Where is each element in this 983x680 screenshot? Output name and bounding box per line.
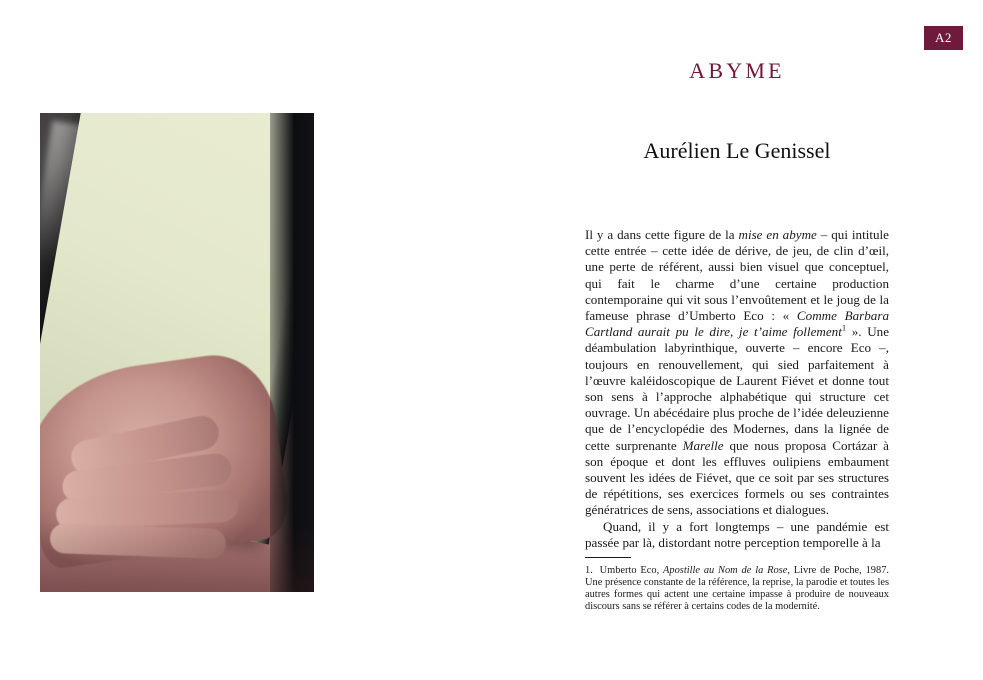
page-title: ABYME: [689, 58, 785, 83]
text-run: , Livre de Poche, 1987. Une présence constante de la référence, la reprise, la parodie et toutes les autres formes qui actent une certaine impasse à produire de nouveaux discours sans se référer à certains codes de la modernité.: [585, 565, 889, 612]
page-tab-label: A2: [935, 30, 952, 45]
illustration-bottom-shadow: [40, 522, 314, 592]
body-text: [585, 164, 889, 551]
footnote-marker: 1: [841, 322, 847, 333]
illustration-frame-edge: [270, 113, 314, 592]
page-tab: [924, 26, 963, 50]
text-run: ». Une déambulation labyrinthique, ouverte – encore Eco –, toujours en renouvellement, qui sied parfaitement à l’œuvre kaléidoscopique de Laurent Fiévet et donne tout son sens à l’approche alphabétique qui structure cet ouvrage. Un abécédaire plus proche de l’idée deleuzienne que de l’encyclopédie des Modernes, dans la lignée de cette surprenante: [585, 324, 890, 453]
footnote-number: 1.: [585, 565, 593, 576]
paragraph-1: [585, 227, 889, 519]
footnote-text: [585, 565, 889, 613]
text-run: – qui intitule cette entrée – cette idée de dérive, de jeu, de clin d’œil, une perte de référent, aussi bien visuel que conceptuel, qui fait le charme d’une certaine production contemporaine qui vit sous l’envoûtement et le joug de la fameuse phrase d’Umberto Eco : «: [585, 227, 889, 324]
italic-term-mise-en-abyme: mise en abyme: [738, 227, 817, 242]
footnote-block: [585, 557, 889, 613]
text-run: Il y a dans cette figure de la: [585, 227, 739, 242]
text-run: Umberto Eco,: [595, 565, 664, 576]
paragraph-2: Quand, il y a fort longtemps – une pandémie est passée par là, distordant notre perception temporelle à la: [585, 518, 889, 550]
text-column: [585, 0, 889, 551]
italic-title-apostille: Apostille au Nom de la Rose: [663, 565, 788, 576]
italic-quote-eco: Comme Barbara Cartland aurait pu le dire, je t’aime follement: [585, 308, 889, 340]
illustration-photograph: [40, 113, 314, 592]
author-name: Aurélien Le Genissel: [643, 138, 831, 163]
italic-title-marelle: Marelle: [682, 437, 724, 453]
text-run: que nous proposa Cortázar à son époque et dont les effluves oulipiens embaument souvent les idées de Fiévet, que ce soit par ses structures de répétitions, ses exercices formels ou ses contraintes génératrices de sens, associations et dialogues.: [585, 437, 889, 518]
footnote-rule: [585, 557, 631, 558]
